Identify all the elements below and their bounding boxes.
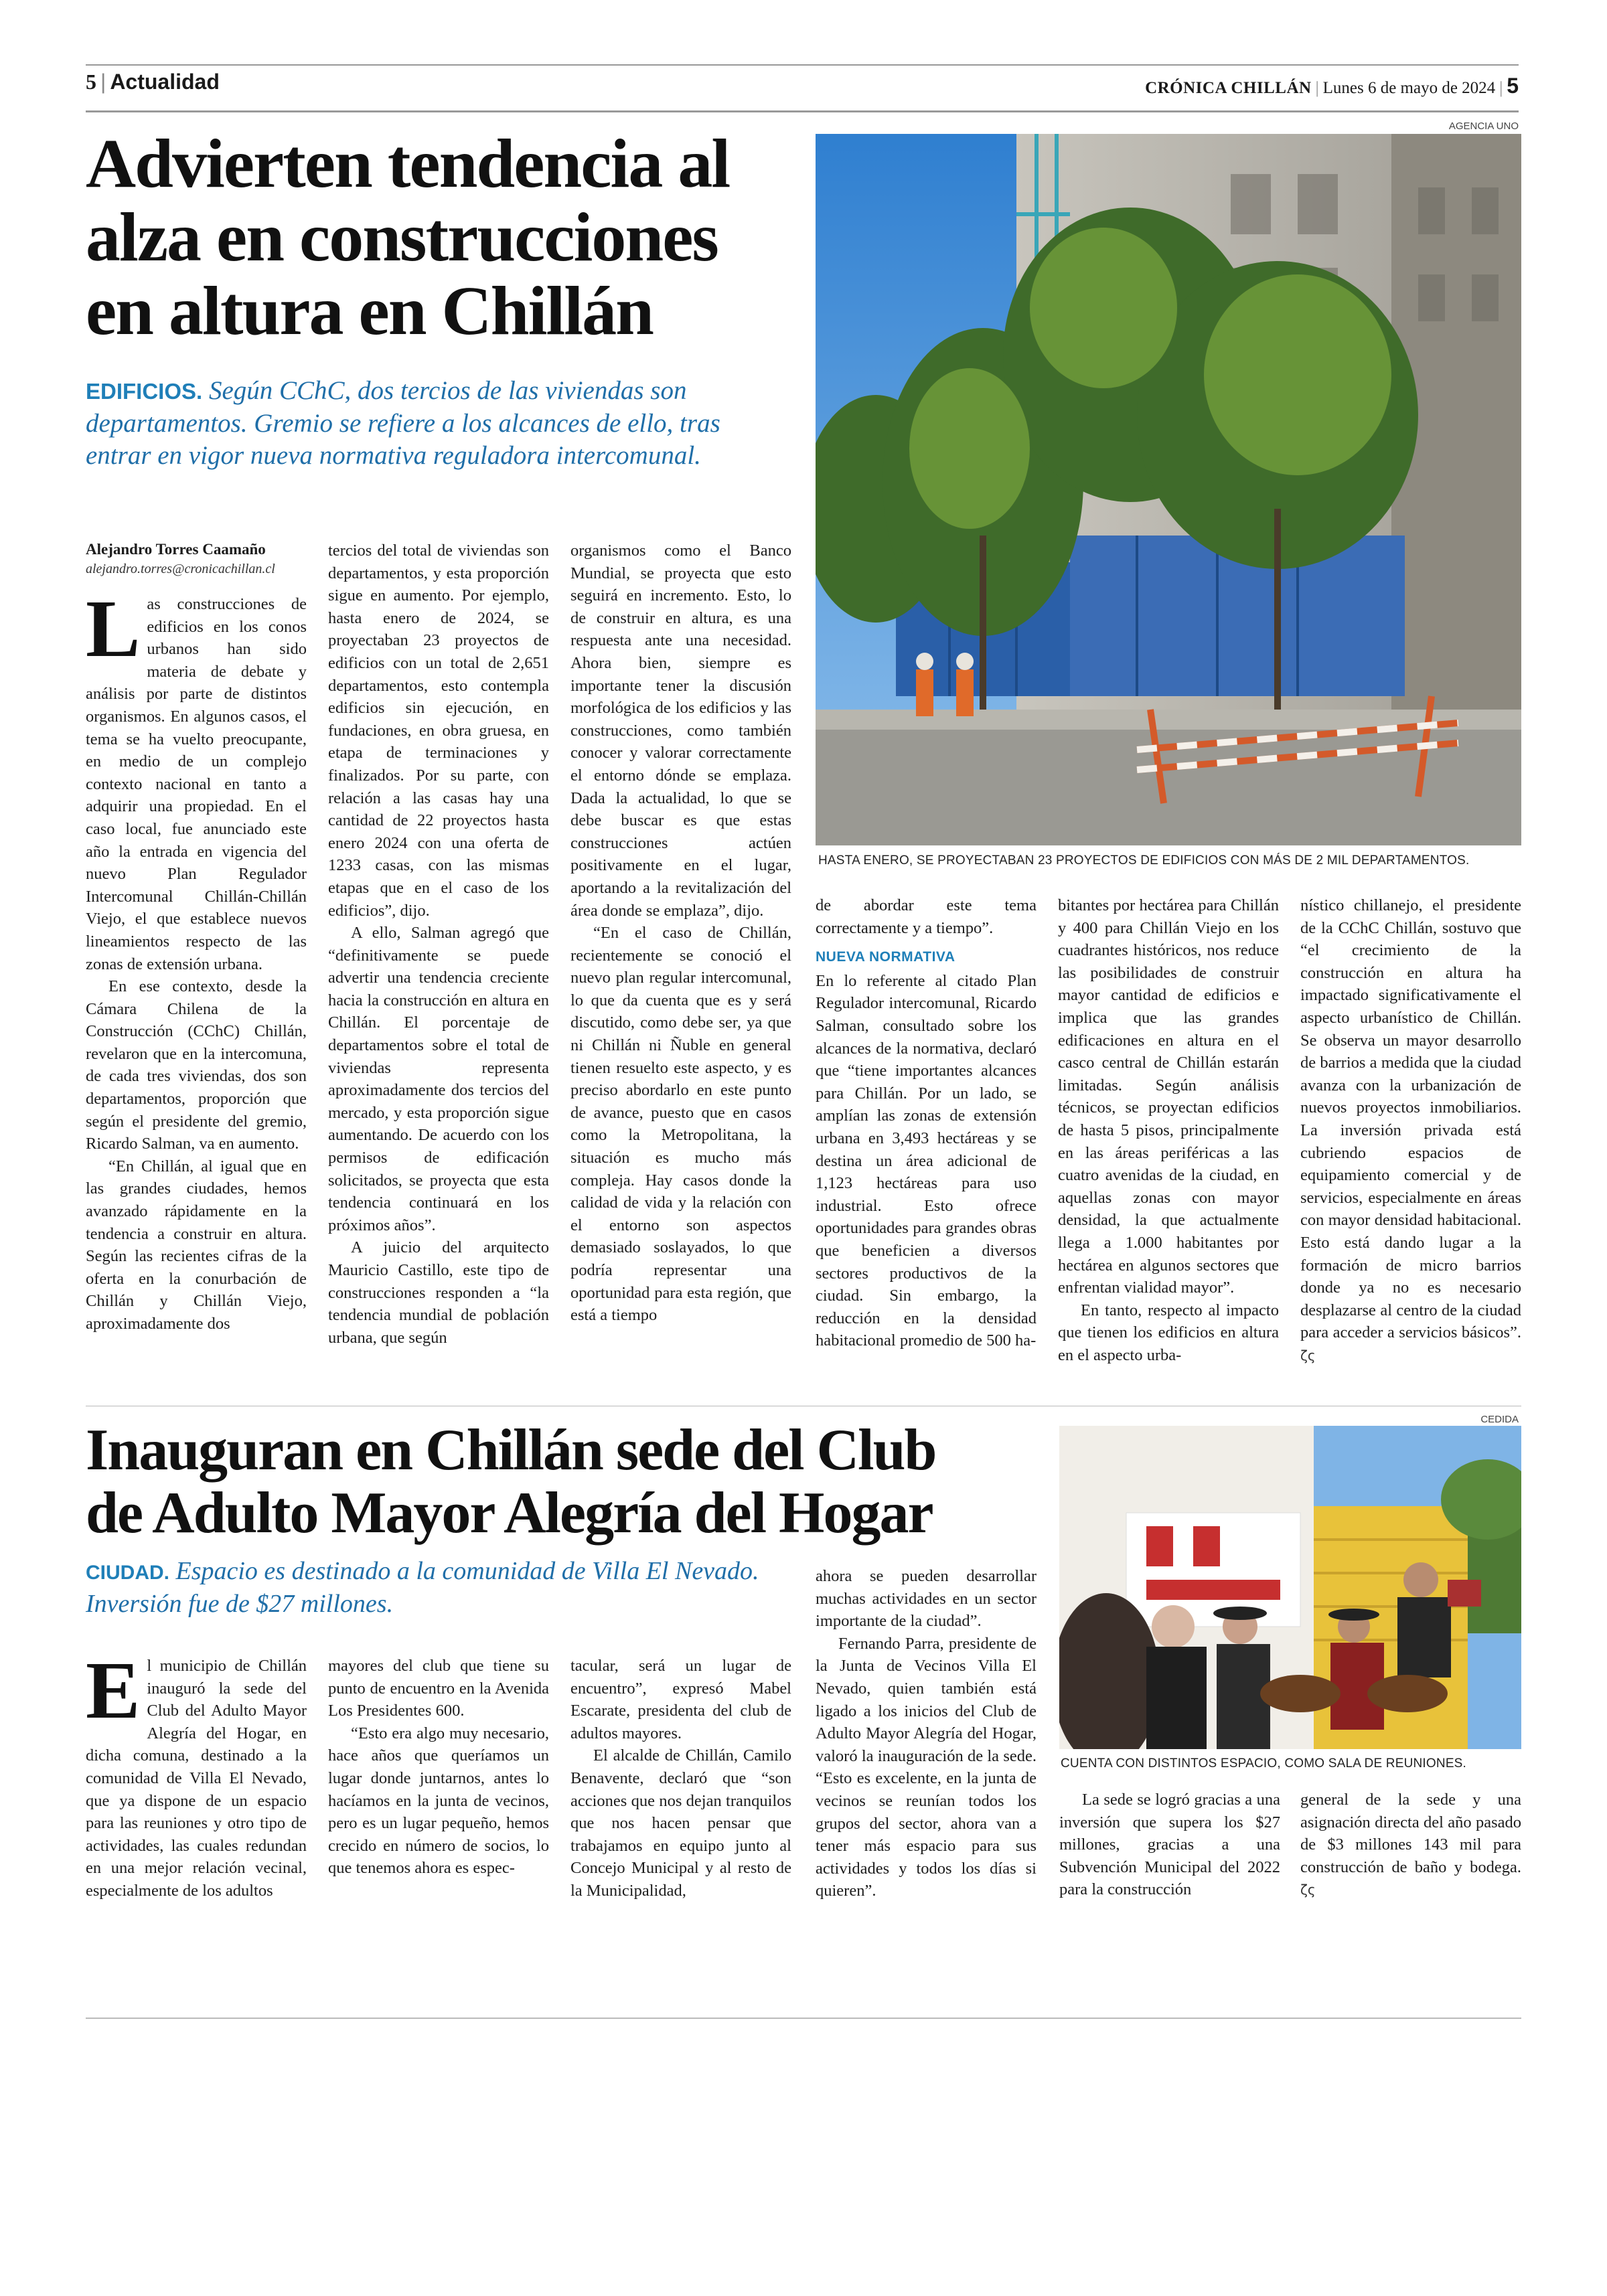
paragraph: bitantes por hectárea para Chillán y 400 para Chillán Viejo en los cuadrantes históricos, nos reduce las posibilidades de construir mayor cantidad de edificios e implica que las grandes edificaciones en altura en el casco central de Chillán estarán limitadas. Según análisis técnicos, se proyectan edificios de hasta 5 pisos, principalmente en las áreas periféricas a las cuatro avenidas de la ciudad, en aquellas zonas con mayor densidad, la que actualmente llega a 1.000 habitantes por hectárea en algunos sectores que enfrentan vialidad mayor”.: [1058, 896, 1279, 1297]
article1-column-4: [816, 894, 1037, 1352]
header-bottom-rule: [86, 110, 1519, 112]
headline-line: Advierten tendencia al: [86, 125, 730, 202]
photo-credit: AGENCIA UNO: [1448, 120, 1519, 132]
headline-line: de Adulto Mayor Alegría del Hogar: [86, 1481, 933, 1546]
end-mark-icon: ζς: [1300, 1882, 1316, 1898]
article1-column-1: [86, 540, 307, 1335]
headline-line: Inauguran en Chillán sede del Club: [86, 1418, 936, 1483]
article2-deck-text: Espacio es destinado a la comunidad de Villa El Nevado. Inversión fue de $27 millones.: [86, 1557, 759, 1618]
club-photo: [1059, 1426, 1521, 1749]
paragraph: mayores del club que tiene su punto de encuentro en la Avenida Los Presidentes 600.: [328, 1657, 549, 1720]
article1-headline: [86, 127, 809, 348]
section-name: Actualidad: [110, 70, 220, 94]
article2-headline: [86, 1419, 1023, 1545]
end-mark-icon: ζς: [1300, 1347, 1316, 1364]
paragraph: “Esto era algo muy necesario, hace años que queríamos un lugar donde juntarnos, antes lo hacíamos en la junta de vecinos, pero es un lugar pequeño, hemos crecido en número de socios, lo que tenemos ahora es espec-: [328, 1724, 549, 1878]
article1-column-6: [1300, 894, 1521, 1367]
article2-column-2: [328, 1655, 549, 1880]
article2-column-6: [1300, 1789, 1521, 1902]
headline-line: alza en construcciones: [86, 199, 718, 276]
paragraph: La sede se logró gracias a una inversión que supera los $27 millones, gracias a una Subvención Municipal del 2022 para la construcción: [1059, 1791, 1280, 1899]
photo-credit-2: CEDIDA: [1480, 1414, 1519, 1425]
paragraph: organismos como el Banco Mundial, se proyecta que esto seguirá en incremento. Esto, lo de construir en altura, es una respuesta ante una necesidad. Ahora bien, siempre es importante tener la discusión morfológica de los edificios y las construcciones, como también conocer y valorar correctamente el entorno dónde se emplaza. Dada la actualidad, lo que se debe buscar es que estas construcciones actúen positivamente en el lugar, aportando a la revitalización del área donde se emplaza”, dijo.: [570, 542, 791, 920]
paragraph: En lo referente al citado Plan Regulador intercomunal, Ricardo Salman, consultado sobre los alcances de la normativa, declaró que “tiene importantes alcances para Chillán. Por un lado, se amplían las zonas de extensión urbana en 3,493 hectáreas y se destina un área adicional de 1,123 hectáreas para uso industrial. Esto ofrece oportunidades para grandes obras que beneficien a diversos sectores productivos de la ciudad. Sin embargo, la reducción en la densidad habitacional promedio de 500 ha-: [816, 971, 1037, 1350]
paragraph: Fernando Parra, presidente de la Junta de Vecinos Villa El Nevado, quien también está ligado a los inicios del Club de Adulto Mayor Alegría del Hogar, valoró la inauguración de la sede. “Esto es excelente, en la junta de vecinos se reunían todos los grupos del sector, ahora van a tener más espacio para sus actividades y todos los días si quieren”.: [816, 1634, 1037, 1900]
headline-line: en altura en Chillán: [86, 272, 653, 349]
page-number-right: 5: [1507, 74, 1519, 98]
article1-deck: [86, 375, 769, 472]
author-email: alejandro.torres@cronicachillan.cl: [86, 562, 275, 576]
paragraph: En tanto, respecto al impacto que tienen los edificios en altura en el aspecto urba-: [1058, 1301, 1279, 1364]
paragraph: “En el caso de Chillán, recientemente se conoció el nuevo plan regular intercomunal, lo que da cuenta que es y será discutido, como debe ser, ya que ni Chillán ni Ñuble en general tienen resuelto este aspecto, y es preciso abordarlo en este punto de avance, puesto que en casos como la Metropolitana, la situación es mucho más compleja. Hay casos donde la calidad de vida y la relación con el entorno son aspectos demasiado soslayados, lo que podría representar una oportunidad para esta región, que está a tiempo: [570, 924, 791, 1325]
article2-deck: [86, 1556, 795, 1620]
article1-column-3: [570, 540, 791, 1327]
article2-column-3: [570, 1655, 791, 1902]
paragraph: “En Chillán, al igual que en las grandes ciudades, hemos avanzado rápidamente en la tendencia a construir en altura. Según las recientes cifras de la oferta en la conurbación de Chillán y Chillán Viejo, aproximadamente dos: [86, 1157, 307, 1333]
masthead-info: CRÓNICA CHILLÁN | Lunes 6 de mayo de 2024 | 5: [1145, 74, 1519, 98]
paragraph: tacular, será un lugar de encuentro”, expresó Mabel Escarate, presidenta del club de adultos mayores.: [570, 1657, 791, 1742]
paragraph: tercios del total de viviendas son departamentos, y esta proporción sigue en aumento. Por ejemplo, hasta enero de 2024, se proyectaban 23 proyectos de edificios con un total de 2,651 departamentos, esto contempla edificios sin ejecución, en fundaciones, en obra gruesa, en etapa de terminaciones y finalizados. Por su parte, con relación a las casas hay una cantidad de 22 proyectos hasta enero 2024 con una oferta de 1233 casas, con las mismas etapas que en el caso de los edificios”, dijo.: [328, 542, 549, 920]
article2-photo-caption: CUENTA CON DISTINTOS ESPACIO, COMO SALA DE REUNIONES.: [1061, 1756, 1467, 1771]
section-header: 5 | Actualidad: [86, 70, 220, 94]
paragraph: ahora se pueden desarrollar muchas actividades en un sector importante de la ciudad”.: [816, 1567, 1037, 1631]
article1-column-2: [328, 540, 549, 1349]
dropcap: L: [86, 584, 141, 674]
paragraph: l municipio de Chillán inauguró la sede del Club del Adulto Mayor Alegría del Hogar, en dicha comuna, destinado a la comunidad de Villa El Nevado, que ya dispone de un espacio para las reuniones y otro tipo de actividades, las cuales redundan en una mejor relación vecinal, especialmente de los adultos: [86, 1657, 307, 1900]
publication-name: CRÓNICA CHILLÁN: [1145, 79, 1312, 97]
article1-photo-caption: HASTA ENERO, SE PROYECTABAN 23 PROYECTOS DE EDIFICIOS CON MÁS DE 2 MIL DEPARTAMENTOS.: [818, 853, 1470, 868]
article1-kicker: EDIFICIOS.: [86, 379, 203, 404]
construction-photo: [816, 134, 1521, 845]
paragraph: A ello, Salman agregó que “definitivamente se puede advertir una tendencia creciente hacia la construcción en altura en Chillán. El porcentaje de departamentos sobre el total de viviendas representa aproximadamente dos tercios del mercado, y esta proporción sigue aumentando. De acuerdo con los permisos de edificación solicitados, se proyecta que esta tendencia continuará en los próximos años”.: [328, 924, 549, 1234]
header-top-rule: [86, 64, 1519, 66]
byline: Alejandro Torres Caamaño: [86, 541, 266, 558]
article2-kicker: CIUDAD.: [86, 1562, 169, 1584]
paragraph: A juicio del arquitecto Mauricio Castillo, este tipo de construcciones responden a “la tendencia mundial de población urbana, que según: [328, 1238, 549, 1347]
dropcap: E: [86, 1645, 141, 1736]
construction-site-image: [816, 134, 1521, 845]
page-number-left: 5: [86, 70, 96, 94]
page-bottom-rule: [86, 2018, 1521, 2019]
issue-date: Lunes 6 de mayo de 2024: [1322, 79, 1496, 97]
paragraph: de abordar este tema correctamente y a tiempo”.: [816, 896, 1037, 937]
article2-column-4: [816, 1565, 1037, 1902]
paragraph: En ese contexto, desde la Cámara Chilena de la Construcción (CChC) Chillán, revelaron que en la intercomuna, de cada tres viviendas, dos son departamentos, proporción que según el presidente del gremio, Ricardo Salman, va en aumento.: [86, 977, 307, 1153]
paragraph: general de la sede y una asignación directa del año pasado de $3 millones 143 mil para construcción de baño y bodega.: [1300, 1791, 1521, 1876]
article2-column-1: [86, 1645, 307, 1902]
article1-deck-text: Según CChC, dos tercios de las viviendas son departamentos. Gremio se refiere a los alcances de ello, tras entrar en vigor nueva normativa reguladora intercomunal.: [86, 376, 720, 470]
paragraph: nístico chillanejo, el presidente de la CChC Chillán, sostuvo que “el crecimiento de la construcción en altura ha impactado significativamente el aspecto urbanístico de Chillán. Se observa un mayor desarrollo de barrios a medida que la ciudad avanza con la urbanización de nuevos proyectos inmobiliarios. La inversión privada está cubriendo espacios de equipamiento comercial y de servicios, especialmente en áreas con mayor densidad habitacional. Esto está dando lugar a la formación de micro barrios donde ya no es necesario desplazarse al centro de la ciudad para acceder a servicios básicos”.: [1300, 896, 1521, 1342]
paragraph: El alcalde de Chillán, Camilo Benavente, declaró que “son acciones que nos dejan tranquilos que nos hacen pensar que trabajamos en equipo junto al Concejo Municipal y al resto de la Municipalidad,: [570, 1746, 791, 1900]
subhead-nueva-normativa: NUEVA NORMATIVA: [816, 949, 955, 965]
paragraph: as construcciones de edificios en los conos urbanos han sido materia de debate y análisis por parte de distintos organismos. En algunos casos, el tema se ha vuelto preocupante, en medio de un complejo contexto nacional en tanto a adquirir una propiedad. En el caso local, fue anunciado este año la entrada en vigencia del nuevo Plan Regulador Intercomunal Chillán-Chillán Viejo, el que establece nuevos lineamientos respecto de las zonas de extensión urbana.: [86, 595, 307, 973]
article1-column-5: [1058, 894, 1279, 1366]
club-inauguration-image: [1059, 1426, 1521, 1749]
article2-column-5: [1059, 1789, 1280, 1901]
